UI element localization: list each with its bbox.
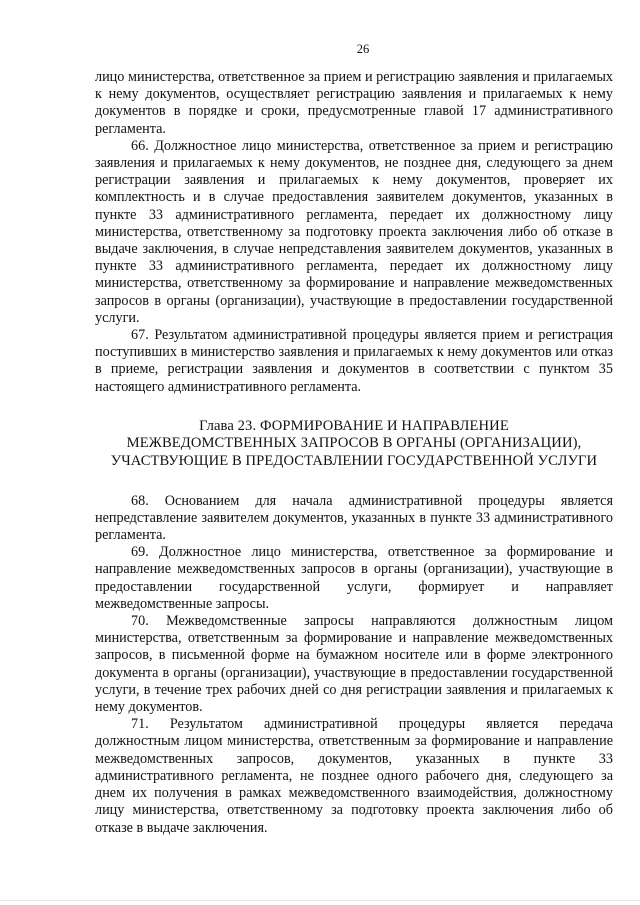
paragraph-67: 67. Результатом административной процедуры является прием и регистрация поступивших в министерство заявления и прилагаемых к нему документов или отказ в приеме, регистрации заявления и документов в соответствии с пунктом 35 настоящего административного регламента. bbox=[95, 327, 613, 395]
chapter-heading-line-2: МЕЖВЕДОМСТВЕННЫХ ЗАПРОСОВ В ОРГАНЫ (ОРГАНИЗАЦИИ), bbox=[126, 435, 582, 452]
paragraph-66: 66. Должностное лицо министерства, ответственное за прием и регистрацию заявления и прилагаемых к нему документов, не позднее дня, следующего за днем регистрации заявления и прилагаемых к нему документов, проверяет их комплектность и в случае предоставления заявителем документов, указанных в пункте 33 административного регламента, передает их должностному лицу министерства, ответственному за подготовку проекта заключения либо об отказе в выдаче заключения, в случае непредставления заявителем документов, указанных в пункте 33 административного регламента, передает их должностному лицу министерства, ответственному за формирование и направление межведомственных запросов в органы (организации), участвующие в предоставлении государственной услуги. bbox=[95, 137, 613, 326]
paragraph-68: 68. Основанием для начала административной процедуры является непредставление заявителем документов, указанных в пункте 33 административного регламента. bbox=[95, 492, 613, 544]
page-number: 26 bbox=[356, 42, 370, 56]
paragraph-69: 69. Должностное лицо министерства, ответственное за формирование и направление межведомственных запросов в органы (организации), участвующие в предоставлении государственной услуги, формирует и направляет межведомственные запросы. bbox=[95, 544, 613, 612]
chapter-heading-line-3: УЧАСТВУЮЩИЕ В ПРЕДОСТАВЛЕНИИ ГОСУДАРСТВЕННОЙ УСЛУГИ bbox=[110, 453, 598, 470]
paragraph-71: 71. Результатом административной процедуры является передача должностным лицом министерства, ответственным за формирование и направление межведомственных запросов, документов, указанных в пункте 33 административного регламента, не позднее одного рабочего дня, следующего за днем их получения в рамках межведомственного взаимодействия, должностному лицу министерства, ответственному за подготовку проекта заключения либо об отказе в выдаче заключения. bbox=[95, 716, 613, 836]
chapter-heading bbox=[95, 418, 613, 471]
paragraph-continuation: лицо министерства, ответственное за прием и регистрацию заявления и прилагаемых к нему документов, осуществляет регистрацию заявления и прилагаемых к нему документов в порядке и сроки, предусмотренные главой 17 административного регламента. bbox=[95, 69, 613, 137]
paragraph-70: 70. Межведомственные запросы направляются должностным лицом министерства, ответственным за формирование и направление межведомственных запросов, в письменной форме на бумажном носителе или в форме электронного документа в органы (организации), участвующие в предоставлении государственной услуги, в течение трех рабочих дней со дня регистрации заявления и прилагаемых к нему документов. bbox=[95, 613, 613, 716]
page-bottom-edge bbox=[0, 900, 640, 901]
chapter-heading-line-1: Глава 23. ФОРМИРОВАНИЕ И НАПРАВЛЕНИЕ bbox=[199, 417, 509, 434]
